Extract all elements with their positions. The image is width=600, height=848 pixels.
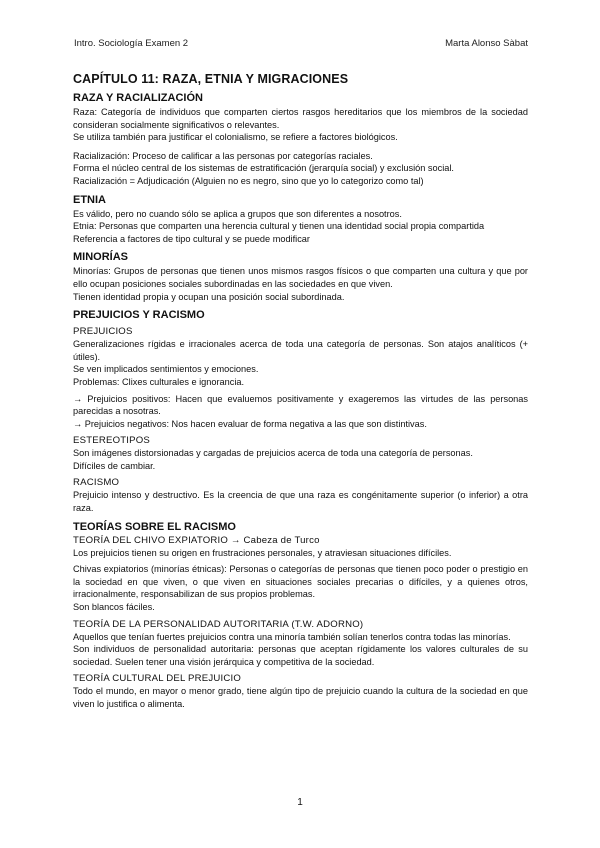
paragraph: Aquellos que tenían fuertes prejuicios contra una minoría también solían tenerlos contra todas las minorías. (73, 631, 511, 642)
page-content (73, 72, 528, 711)
header-course-title: Intro. Sociología Examen 2 (74, 38, 189, 49)
paragraph: Tienen identidad propia y ocupan una posición social subordinada. (73, 291, 345, 302)
subheading-estereotipos: ESTEREOTIPOS (73, 435, 151, 447)
paragraph: Etnia: Personas que comparten una herencia cultural y tienen una identidad social propia compartida (73, 221, 485, 232)
paragraph: Difíciles de cambiar. (73, 460, 156, 471)
section-heading-raza: RAZA Y RACIALIZACIÓN (73, 92, 203, 104)
section-heading-etnia: ETNIA (73, 193, 106, 206)
section-heading-prejuicios: PREJUICIOS Y RACISMO (73, 309, 205, 322)
paragraph: Es válido, pero no cuando sólo se aplica a grupos que son diferentes a nosotros. (73, 208, 402, 219)
section-heading-minorias: MINORÍAS (73, 251, 128, 264)
header-author: Marta Alonso Sàbat (445, 38, 528, 49)
paragraph: Racialización: Proceso de calificar a las personas por categorías raciales. (73, 150, 373, 161)
paragraph: Prejuicio intenso y destructivo. Es la creencia de que una raza es congénitamente superior (o inferior) a otra raza. (73, 490, 528, 514)
paragraph: Son individuos de personalidad autoritaria: personas que aceptan rígidamente los valores culturales de su sociedad. Suelen tener una visión jerárquica y competitiva de la sociedad. (73, 644, 528, 667)
paragraph: Racialización = Adjudicación (Alguien no es negro, sino que yo lo categorizo como tal) (73, 175, 424, 186)
paragraph: Se utiliza también para justificar el colonialismo, se refiere a factores biológicos. (73, 132, 398, 143)
page-number: 1 (297, 797, 303, 808)
subheading-racismo: RACISMO (73, 477, 120, 489)
paragraph: Son blancos fáciles. (73, 602, 155, 613)
paragraph: Todo el mundo, en mayor o menor grado, tiene algún tipo de prejuicio cuando la cultura de la sociedad en que viven lo justifica o alimenta. (73, 686, 528, 709)
chapter-title: CAPÍTULO 11: RAZA, ETNIA Y MIGRACIONES (73, 72, 349, 86)
section-heading-teorias: TEORÍAS SOBRE EL RACISMO (73, 520, 236, 533)
paragraph: Generalizaciones rígidas e irracionales acerca de toda una categoría de personas. Son atajos analíticos (+ útiles). (73, 339, 528, 362)
paragraph: Son imágenes distorsionadas y cargadas de prejuicios acerca de toda una categoría de personas. (73, 448, 473, 459)
paragraph: Chivas expiatorios (minorías étnicas): Personas o categorías de personas que tienen poco poder o prestigio en la sociedad en que viven, o que viven en situaciones sociales precarias o difíciles, y a quienes otros, irracionalmente, responsabilizan de sus propios problemas. (73, 564, 528, 600)
paragraph: Forma el núcleo central de los sistemas de estratificación (jerarquía social) y exclusión social. (73, 163, 454, 174)
paragraph: → Prejuicios positivos: Hacen que evaluemos positivamente y exageremos las virtudes de las personas parecidas a nosotras. (73, 393, 528, 417)
subheading-prejuicios: PREJUICIOS (73, 326, 133, 338)
paragraph: Referencia a factores de tipo cultural y se puede modificar (73, 233, 310, 244)
paragraph: → Prejuicios negativos: Nos hacen evaluar de forma negativa a las que son distintivas. (73, 418, 427, 429)
paragraph: Los prejuicios tienen su origen en frustraciones personales, y atraviesan situaciones difíciles. (73, 547, 452, 558)
paragraph: Raza: Categoría de individuos que comparten ciertos rasgos hereditarios que los miembros de la sociedad consideran socialmente significativos o relevantes. (73, 107, 528, 130)
paragraph: Se ven implicados sentimientos y emociones. (73, 364, 259, 375)
subheading-chivo-expiatorio: TEORÍA DEL CHIVO EXPIATORIO → Cabeza de Turco (73, 534, 320, 546)
subheading-personalidad-autoritaria: TEORÍA DE LA PERSONALIDAD AUTORITARIA (T.W. ADORNO) (73, 618, 364, 630)
subheading-teoria-cultural: TEORÍA CULTURAL DEL PREJUICIO (73, 673, 242, 685)
paragraph: Problemas: Clixes culturales e ignorancia. (73, 376, 245, 387)
paragraph: Minorías: Grupos de personas que tienen unos mismos rasgos físicos o que comparten una cultura y que por ello ocupan posiciones sociales subordinadas en las sociedades en que viven. (73, 266, 528, 289)
